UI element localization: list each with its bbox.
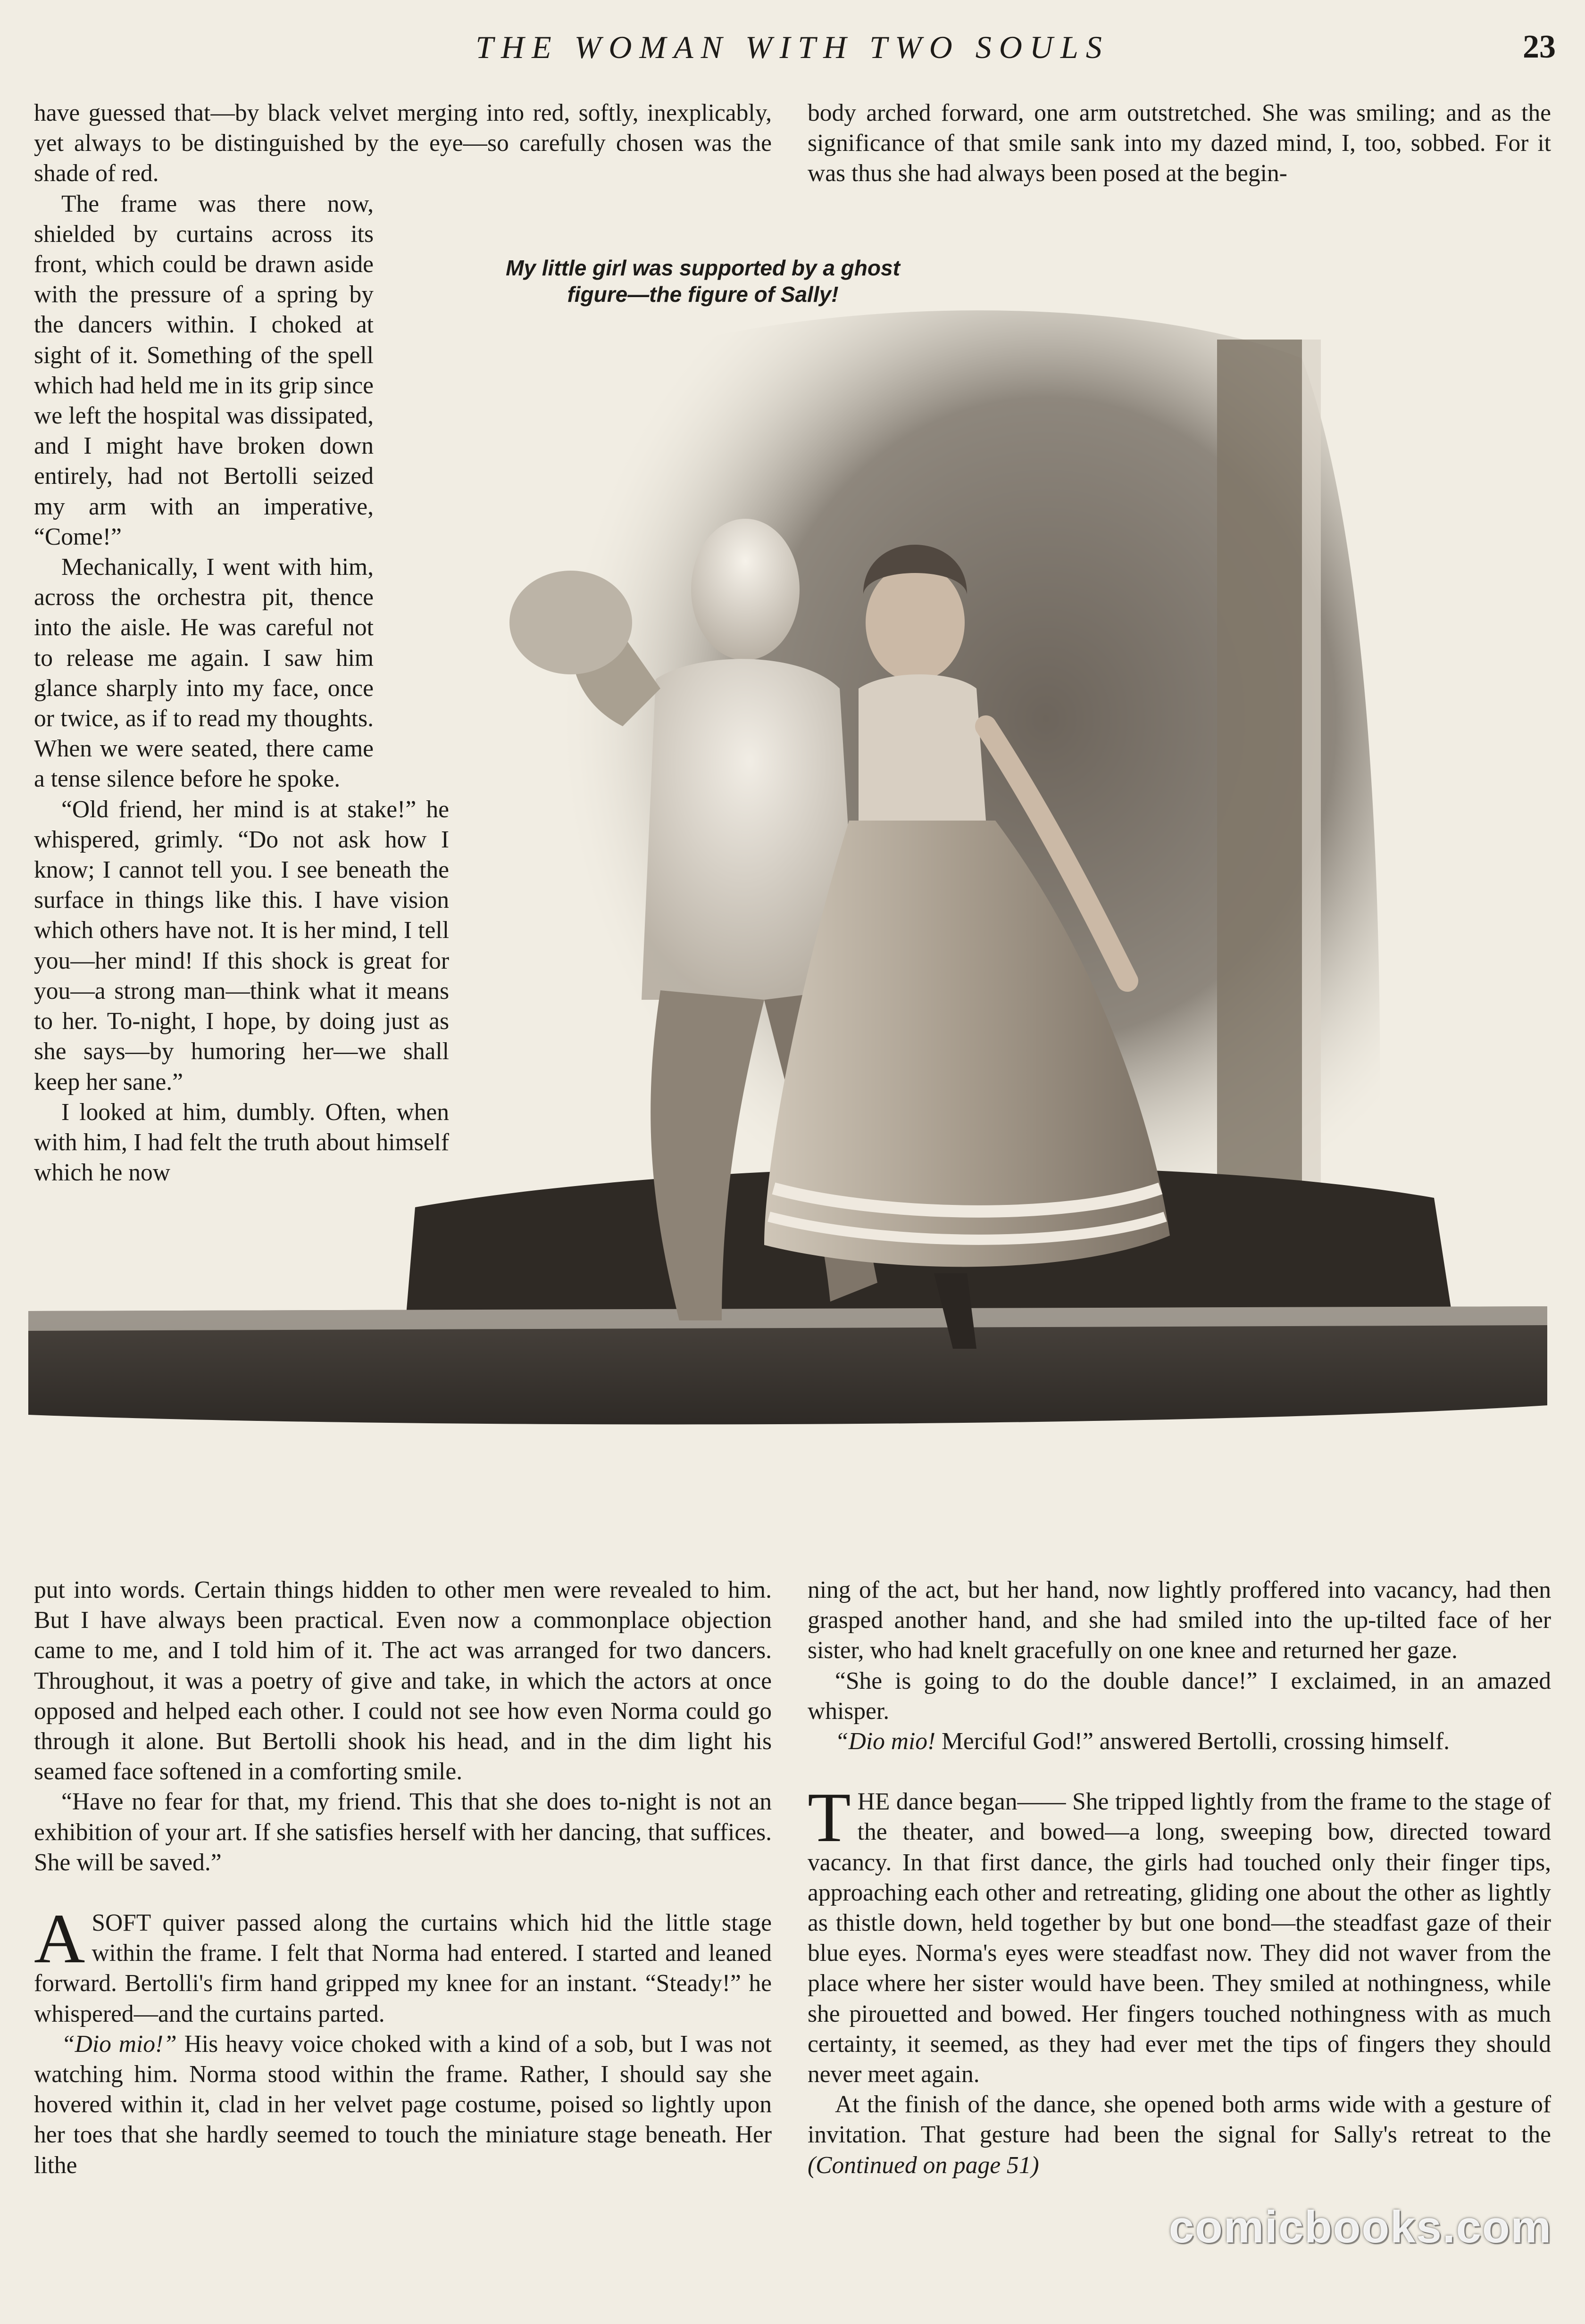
drop-cap: A: [34, 1900, 85, 1978]
paragraph-text: SOFT quiver passed along the curtains which hid the little stage within the frame. I felt that Norma had entered. I started and leaned forward. Bertolli's firm hand gripped my knee for an instant. “Steady!” he whispered—and the curtains parted.: [34, 1909, 772, 2027]
paragraph: [808, 2090, 1551, 2181]
column-lower-left: [34, 1575, 772, 2181]
running-title: THE WOMAN WITH TWO SOULS: [476, 29, 1110, 65]
page-header: [0, 24, 1585, 75]
paragraph: The frame was there now, shielded by curtains across its front, which could be drawn aside with the pressure of a spring by the dancers within. I choked at sight of it. Something of the spell which had held me in its grip since we left the hospital was dissipated, and I might have broken down entirely, had not Bertolli seized my arm with an imperative, “Come!”: [34, 190, 374, 550]
column-upper-right: [808, 98, 1551, 189]
paragraph: body arched forward, one arm outstretched. She was smiling; and as the significance of that smile sank into my dazed mind, I, too, sobbed. For it was thus she had always been posed at the begin-: [808, 100, 1551, 187]
paragraph: “She is going to do the double dance!” I exclaimed, in an amazed whisper.: [808, 1667, 1551, 1725]
paragraph: I looked at him, dumbly. Often, when with him, I had felt the truth about himself which he now: [34, 1098, 449, 1187]
paragraph: “Have no fear for that, my friend. This that she does to-night is not an exhibition of your art. If she satisfies herself with her dancing, that suffices. She will be saved.”: [34, 1788, 772, 1876]
paragraph: have guessed that—by black velvet merging into red, softly, inexplicably, yet always to be distinguished by the eye—so carefully chosen was the shade of red.: [34, 100, 772, 187]
paragraph: “Old friend, her mind is at stake!” he whispered, grimly. “Do not ask how I know; I cannot tell you. I see beneath the surface in things like this. I have vision which others have not. It is her mind, I tell you—her mind! If this shock is great for you—a strong man—think what it means to her. To-night, I hope, by doing just as she says—by humoring her—we shall keep her sane.”: [34, 796, 449, 1096]
italic-phrase: “Dio mio!: [835, 1728, 936, 1755]
watermark-logo: comicbooks.com: [1168, 2202, 1552, 2252]
paragraph-text: At the finish of the dance, she opened both arms wide with a gesture of invitation. That gesture had been the signal for Sally's retreat to the: [808, 2091, 1551, 2149]
column-lower-right: [808, 1575, 1551, 2181]
paragraph: [34, 2029, 772, 2181]
drop-cap: T: [808, 1778, 851, 1857]
paragraph-text: His heavy voice choked with a kind of a sob, but I was not watching him. Norma stood within the frame. Rather, I should say she hovered within it, clad in her velvet page costume, poised so lightly upon her toes that she hardly seemed to touch the miniature stage beneath. Her lithe: [34, 2030, 772, 2179]
page-number: 23: [1523, 29, 1556, 65]
italic-phrase: “Dio mio!”: [61, 2030, 177, 2058]
paragraph: ning of the act, but her hand, now lightly proffered into vacancy, had then grasped another hand, and she had smiled into the up-tilted face of her sister, who had knelt gracefully on one knee and returned her gaze.: [808, 1577, 1551, 1664]
continued-note: (Continued on page 51): [808, 2151, 1039, 2179]
paragraph: Mechanically, I went with him, across the orchestra pit, thence into the aisle. He was careful not to release me again. I saw him glance sharply into my face, once or twice, as if to read my thoughts. When we were seated, there came a tense silence before he spoke.: [34, 554, 374, 793]
paragraph-dropcap: [34, 1900, 772, 2029]
paragraph-text: HE dance began—— She tripped lightly from the frame to the stage of the theater, and bowed—a long, sweeping bow, directed toward vacancy. In that first dance, the girls had touched only their finger tips, approaching each other and retreating, gliding one about the other as lightly as thistle down, held together by but one bond—the steadfast gaze of their blue eyes. Norma's eyes were steadfast now. They did not waver from the place where her sister would have been. They smiled at nothingness, while she pirouetted and bowed. Her fingers touched nothingness with as much certainty, it seemed, as they had ever met the tips of fingers they should never meet again.: [808, 1788, 1551, 2088]
paragraph-text: Merciful God!” answered Bertolli, crossing himself.: [942, 1728, 1450, 1755]
column-upper-left: [34, 98, 772, 1188]
paragraph: [808, 1726, 1551, 1757]
paragraph-dropcap: [808, 1778, 1551, 2090]
paragraph: put into words. Certain things hidden to other men were revealed to him. But I have always been practical. Even now a commonplace objection came to me, and I told him of it. The act was arranged for two dancers. Throughout, it was a poetry of give and take, in which the actors at once opposed and helped each other. I could not see how even Norma could go through it alone. But Bertolli shook his head, and in the dim light his seamed face softened in a comforting smile.: [34, 1577, 772, 1785]
photo-caption: My little girl was supported by a ghost figure—the figure of Sally!: [506, 256, 900, 307]
